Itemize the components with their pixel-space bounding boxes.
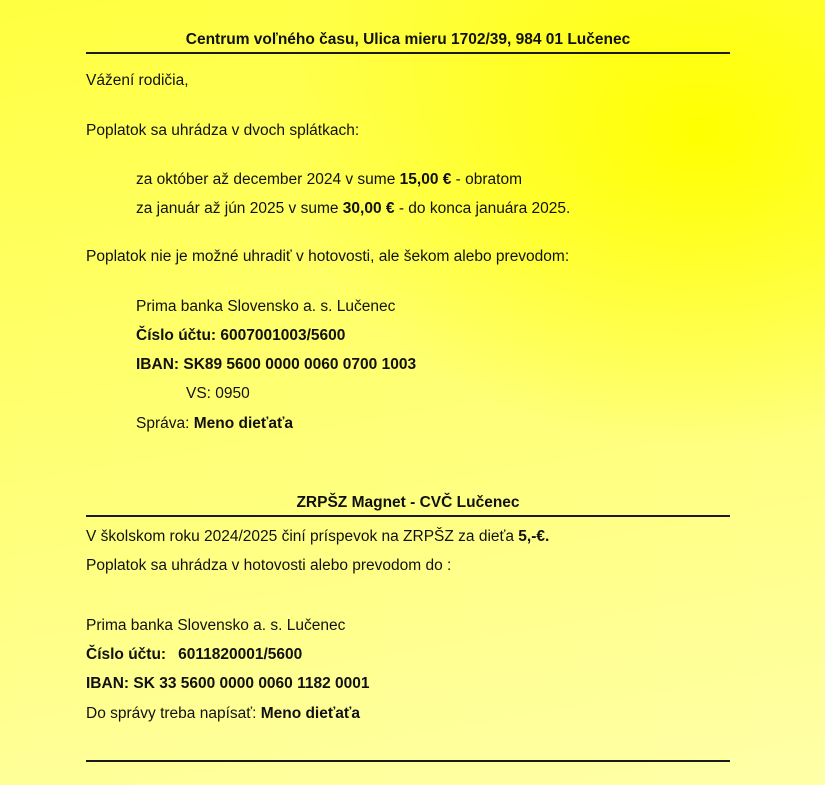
payment-message-value: Meno dieťaťa (193, 415, 293, 432)
payment-message (136, 415, 293, 433)
greeting: Vážení rodičia, (86, 72, 189, 89)
zrpsz-account-label: Číslo účtu: (86, 646, 167, 663)
installment-1-suffix: - obratom (451, 171, 523, 188)
variable-symbol: VS: 0950 (186, 385, 250, 402)
zrpsz-message-value: Meno dieťaťa (260, 705, 360, 722)
account-number: Číslo účtu: 6007001003/5600 (136, 327, 346, 344)
installment-2 (136, 200, 570, 218)
installment-2-suffix: - do konca januára 2025. (394, 200, 571, 217)
installment-2-amount: 30,00 € (342, 200, 395, 217)
zrpsz-payment-message (86, 705, 360, 723)
contribution-amount: 5,-€. (518, 528, 550, 545)
bottom-divider (86, 760, 730, 762)
installments-intro: Poplatok sa uhrádza v dvoch splátkach: (86, 122, 360, 139)
contribution-info (86, 528, 549, 546)
cvc-heading: Centrum voľného času, Ulica mieru 1702/39, 984 01 Lučenec (86, 31, 730, 54)
zrpsz-payment-note: Poplatok sa uhrádza v hotovosti alebo prevodom do : (86, 557, 452, 574)
zrpsz-iban: IBAN: SK 33 5600 0000 0060 1182 0001 (86, 675, 370, 692)
iban: IBAN: SK89 5600 0000 0060 0700 1003 (136, 356, 417, 373)
zrpsz-account-value: 6011820001/5600 (178, 646, 303, 663)
zrpsz-heading: ZRPŠZ Magnet - CVČ Lučenec (86, 494, 730, 517)
zrpsz-account-number (86, 646, 302, 664)
installment-2-prefix: za január až jún 2025 v sume (136, 200, 343, 217)
payment-message-label: Správa: (136, 415, 194, 432)
installment-1-prefix: za október až december 2024 v sume (136, 171, 400, 188)
zrpsz-bank-name: Prima banka Slovensko a. s. Lučenec (86, 617, 346, 634)
zrpsz-message-label: Do správy treba napísať: (86, 705, 261, 722)
bank-name: Prima banka Slovensko a. s. Lučenec (136, 298, 396, 315)
contribution-text: V školskom roku 2024/2025 činí príspevok na ZRPŠZ za dieťa (86, 528, 519, 545)
payment-method-note: Poplatok nie je možné uhradiť v hotovosti, ale šekom alebo prevodom: (86, 248, 570, 265)
installment-1-amount: 15,00 € (399, 171, 452, 188)
installment-1 (136, 171, 522, 189)
